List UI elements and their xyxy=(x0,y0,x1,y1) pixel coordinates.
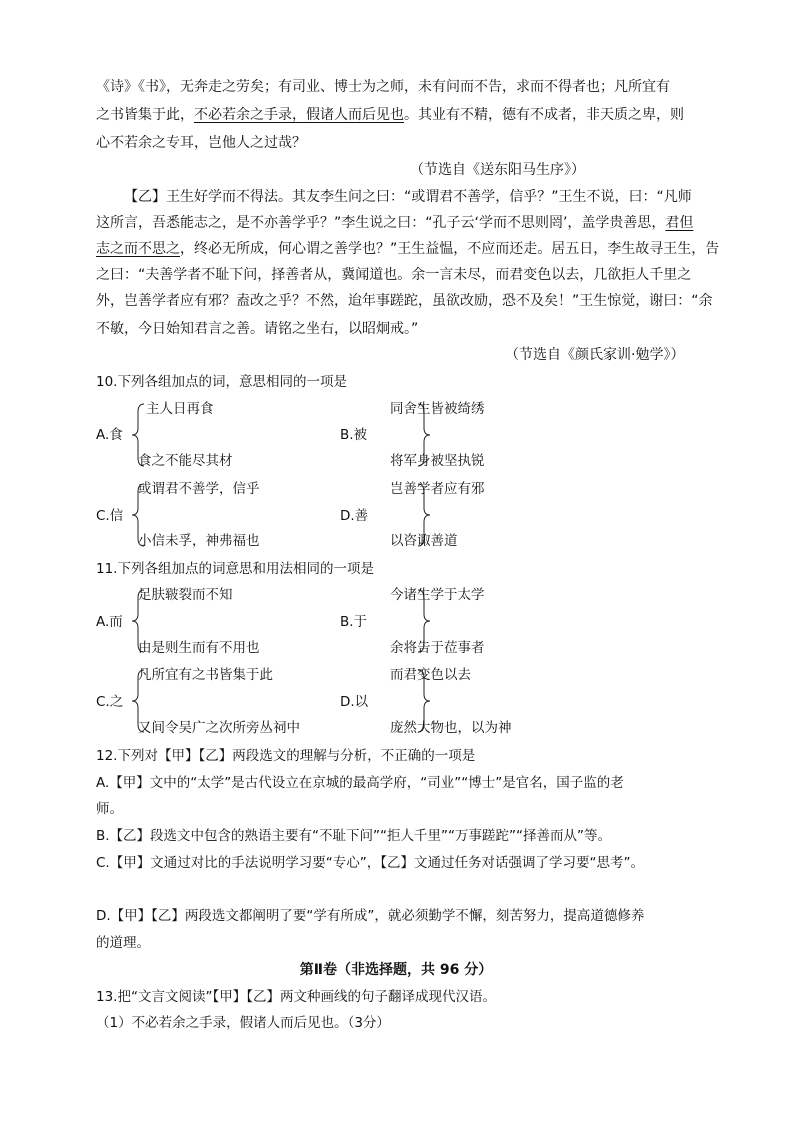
q12-option-d-line2: 的道理。 xyxy=(96,935,150,951)
yi-line-1: 【乙】王生好学而不得法。其友李生问之曰：“或谓君不善学，信乎？”王生不说，曰：“凡师 xyxy=(124,189,692,205)
q11-d-top: 而君变色以去 xyxy=(390,667,471,683)
yi-line-3-text: ，终必无所成，何心谓之善学也？”王生益愠，不应而还走。居五日，李生故寻王生，告 xyxy=(180,241,720,257)
q10-a-bottom: 食之不能尽其材 xyxy=(138,453,233,469)
yi-line-2-text: 这所言，吾悉能志之，是不亦善学乎？”李生说之曰：“孔子云‘学而不思则罔’，盖学贵善思， xyxy=(96,215,666,231)
jia-line-3: 心不若余之专耳，岂他人之过哉？ xyxy=(96,135,306,151)
q10-c-bottom: 小信未孚，神弗福也 xyxy=(138,533,260,549)
q10-d-label: D.善 xyxy=(340,508,369,524)
q12-stem: 12.下列对【甲】【乙】两段选文的理解与分析，不正确的一项是 xyxy=(96,748,476,764)
q10-b-bottom: 将军身被坚执锐 xyxy=(390,453,485,469)
yi-line-2 xyxy=(96,213,696,233)
q11-d-label: D.以 xyxy=(340,694,369,710)
q12-option-a-line1: A.【甲】文中的“太学”是古代设立在京城的最高学府，“司业”“博士”是官名，国子监的老 xyxy=(96,775,624,791)
section-2-title: 第Ⅱ卷（非选择题，共 96 分） xyxy=(299,962,493,978)
q11-c-label: C.之 xyxy=(96,694,124,710)
q11-c-bottom: 又间令吴广之次所旁丛祠中 xyxy=(138,720,300,736)
yi-source: （节选自《颜氏家训·勉学》） xyxy=(505,347,685,363)
yi-line-5: 外，岂善学者应有邪？盍改之乎？不然，迨年事蹉跎，虽欲改励，恐不及矣！”王生惊觉，谢曰：“余 xyxy=(96,293,713,309)
q11-stem: 11.下列各组加点的词意思和用法相同的一项是 xyxy=(96,561,374,577)
jia-line-2 xyxy=(96,105,696,125)
q10-a-label: A.食 xyxy=(96,427,123,443)
yi-underlined-1: 君但 xyxy=(665,215,694,231)
q10-stem: 10.下列各组加点的词，意思相同的一项是 xyxy=(96,374,347,390)
q11-a-bottom: 由是则生而有不用也 xyxy=(138,640,260,656)
yi-line-6: 不敏，今日始知君言之善。请铭之坐右，以昭炯戒。” xyxy=(96,321,419,337)
q10-c-label: C.信 xyxy=(96,508,124,524)
q11-a-label: A.而 xyxy=(96,614,123,630)
q13-stem: 13.把“文言文阅读”【甲】【乙】两文种画线的句子翻译成现代汉语。 xyxy=(96,989,496,1005)
q10-b-label: B.被 xyxy=(340,427,368,443)
q10-a-top: 主人日再食 xyxy=(146,401,214,417)
q10-d-bottom: 以咨诹善道 xyxy=(390,533,458,549)
q11-c-top: 凡所宜有之书皆集于此 xyxy=(138,667,273,683)
q12-option-d-line1: D.【甲】【乙】两段选文都阐明了要“学有所成”，就必须勤学不懈，刻苦努力，提高道德修养 xyxy=(96,908,645,924)
q10-b-top: 同舍生皆被绮绣 xyxy=(390,401,485,417)
yi-line-3 xyxy=(96,239,720,259)
q12-option-a-line2: 师。 xyxy=(96,801,123,817)
jia-line-1: 《诗》《书》，无奔走之劳矣；有司业、博士为之师，未有问而不告，求而不得者也；凡所宜有 xyxy=(96,79,670,95)
jia-line-2b: 。其业有不精，德有不成者，非天质之卑，则 xyxy=(404,107,684,123)
q12-option-b: B.【乙】段选文中包含的熟语主要有“不耻下问”“拒人千里”“万事蹉跎”“择善而从”等。 xyxy=(96,828,612,844)
jia-line-2a: 之书皆集于此， xyxy=(96,107,194,123)
yi-underlined-2: 志之而不思之 xyxy=(96,241,180,257)
q12-option-c: C.【甲】文通过对比的手法说明学习要“专心”，【乙】文通过任务对话强调了学习要“思考”。 xyxy=(96,855,644,871)
jia-source: （节选自《送东阳马生序》） xyxy=(410,162,585,178)
yi-line-4: 之曰：“夫善学者不耻下问，择善者从，冀闻道也。余一言未尽，而君变色以去，几欲拒人千里之 xyxy=(96,267,692,283)
q11-b-label: B.于 xyxy=(340,614,368,630)
q11-d-bottom: 庞然大物也，以为神 xyxy=(390,720,512,736)
q10-d-top: 岂善学者应有邪 xyxy=(390,481,485,497)
q11-a-top: 足肤皲裂而不知 xyxy=(138,587,233,603)
q11-b-top: 今诸生学于太学 xyxy=(390,587,485,603)
jia-underlined-sentence: 不必若余之手录，假诸人而后见也 xyxy=(194,107,404,123)
q10-c-top: 或谓君不善学，信乎 xyxy=(138,481,260,497)
q13-part-1: （1）不必若余之手录，假诸人而后见也。（3分） xyxy=(96,1015,390,1031)
q11-b-bottom: 余将告于莅事者 xyxy=(390,640,485,656)
